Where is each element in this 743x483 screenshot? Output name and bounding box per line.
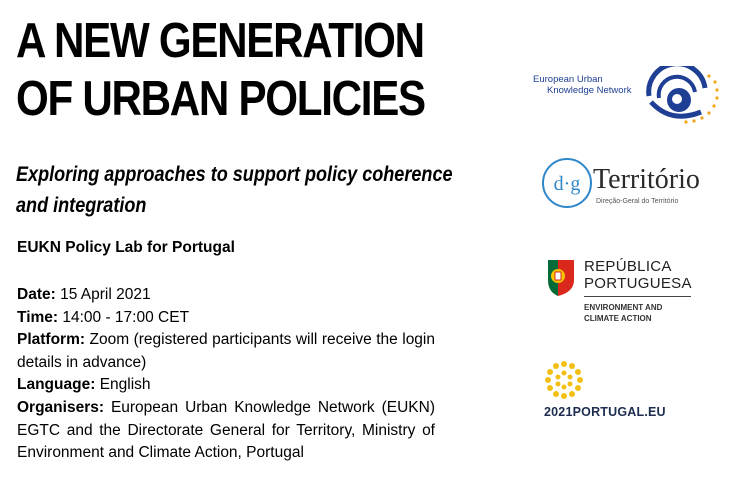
rp-ministry-line-1: ENVIRONMENT AND xyxy=(584,303,663,312)
dgt-word: Território xyxy=(593,164,700,195)
date-row xyxy=(17,284,435,307)
dgt-circle-icon xyxy=(541,156,595,210)
platform-value: Zoom (registered participants will receive the login details in advance) xyxy=(17,331,435,371)
date-value: 15 April 2021 xyxy=(60,286,151,303)
language-label: Language: xyxy=(17,376,96,394)
organisers-label: Organisers: xyxy=(17,398,105,416)
rp-ministry-line-2: CLIMATE ACTION xyxy=(584,313,652,323)
eukn-emblem-icon xyxy=(641,66,723,130)
rp-name xyxy=(584,258,692,292)
eukn-logo-line-2: Knowledge Network xyxy=(547,85,632,96)
time-value: 14:00 - 17:00 CET xyxy=(62,308,190,326)
policy-lab-heading: EUKN Policy Lab for Portugal xyxy=(17,239,235,256)
event-details xyxy=(17,284,435,465)
sun-stars-icon xyxy=(544,360,584,400)
rp-name-line-2: PORTUGUESA xyxy=(584,275,692,292)
eukn-logo-line-1: European Urban xyxy=(533,74,603,85)
language-row xyxy=(17,374,435,397)
eukn-logo-text xyxy=(533,74,632,96)
organisers-row xyxy=(17,397,435,465)
language-value: English xyxy=(99,376,151,394)
date-label: Date: xyxy=(17,286,56,303)
page-subtitle xyxy=(16,159,455,221)
time-label: Time: xyxy=(17,308,59,326)
platform-label: Platform: xyxy=(17,331,86,349)
republica-portuguesa-logo xyxy=(544,255,694,327)
rp-ministry xyxy=(584,303,662,324)
subtitle-line-1: Exploring approaches to support policy coherence xyxy=(16,163,453,186)
organisers-value: European Urban Knowledge Network (EUKN) EGTC and the Directorate General for Territory, Ministry of Environment and Climate Action, Portugal xyxy=(17,398,435,462)
dgterritorio-logo xyxy=(541,156,721,216)
page-title xyxy=(16,12,425,128)
time-row xyxy=(17,307,435,330)
platform-row xyxy=(17,329,435,374)
subtitle-line-2: and integration xyxy=(16,194,147,217)
title-line-1: A NEW GENERATION xyxy=(16,14,424,68)
title-line-2: OF URBAN POLICIES xyxy=(16,72,425,126)
dgt-mark: d·g xyxy=(553,173,581,195)
rp-name-line-1: REPÚBLICA xyxy=(584,258,672,275)
portugal-flag-icon xyxy=(544,258,578,298)
2021-portugal-eu-logo xyxy=(544,360,704,424)
rp-divider xyxy=(584,296,691,297)
2021-portugal-url: 2021PORTUGAL.EU xyxy=(544,405,666,419)
eukn-logo xyxy=(533,66,723,130)
dgt-subtext: Direção-Geral do Território xyxy=(596,198,679,205)
